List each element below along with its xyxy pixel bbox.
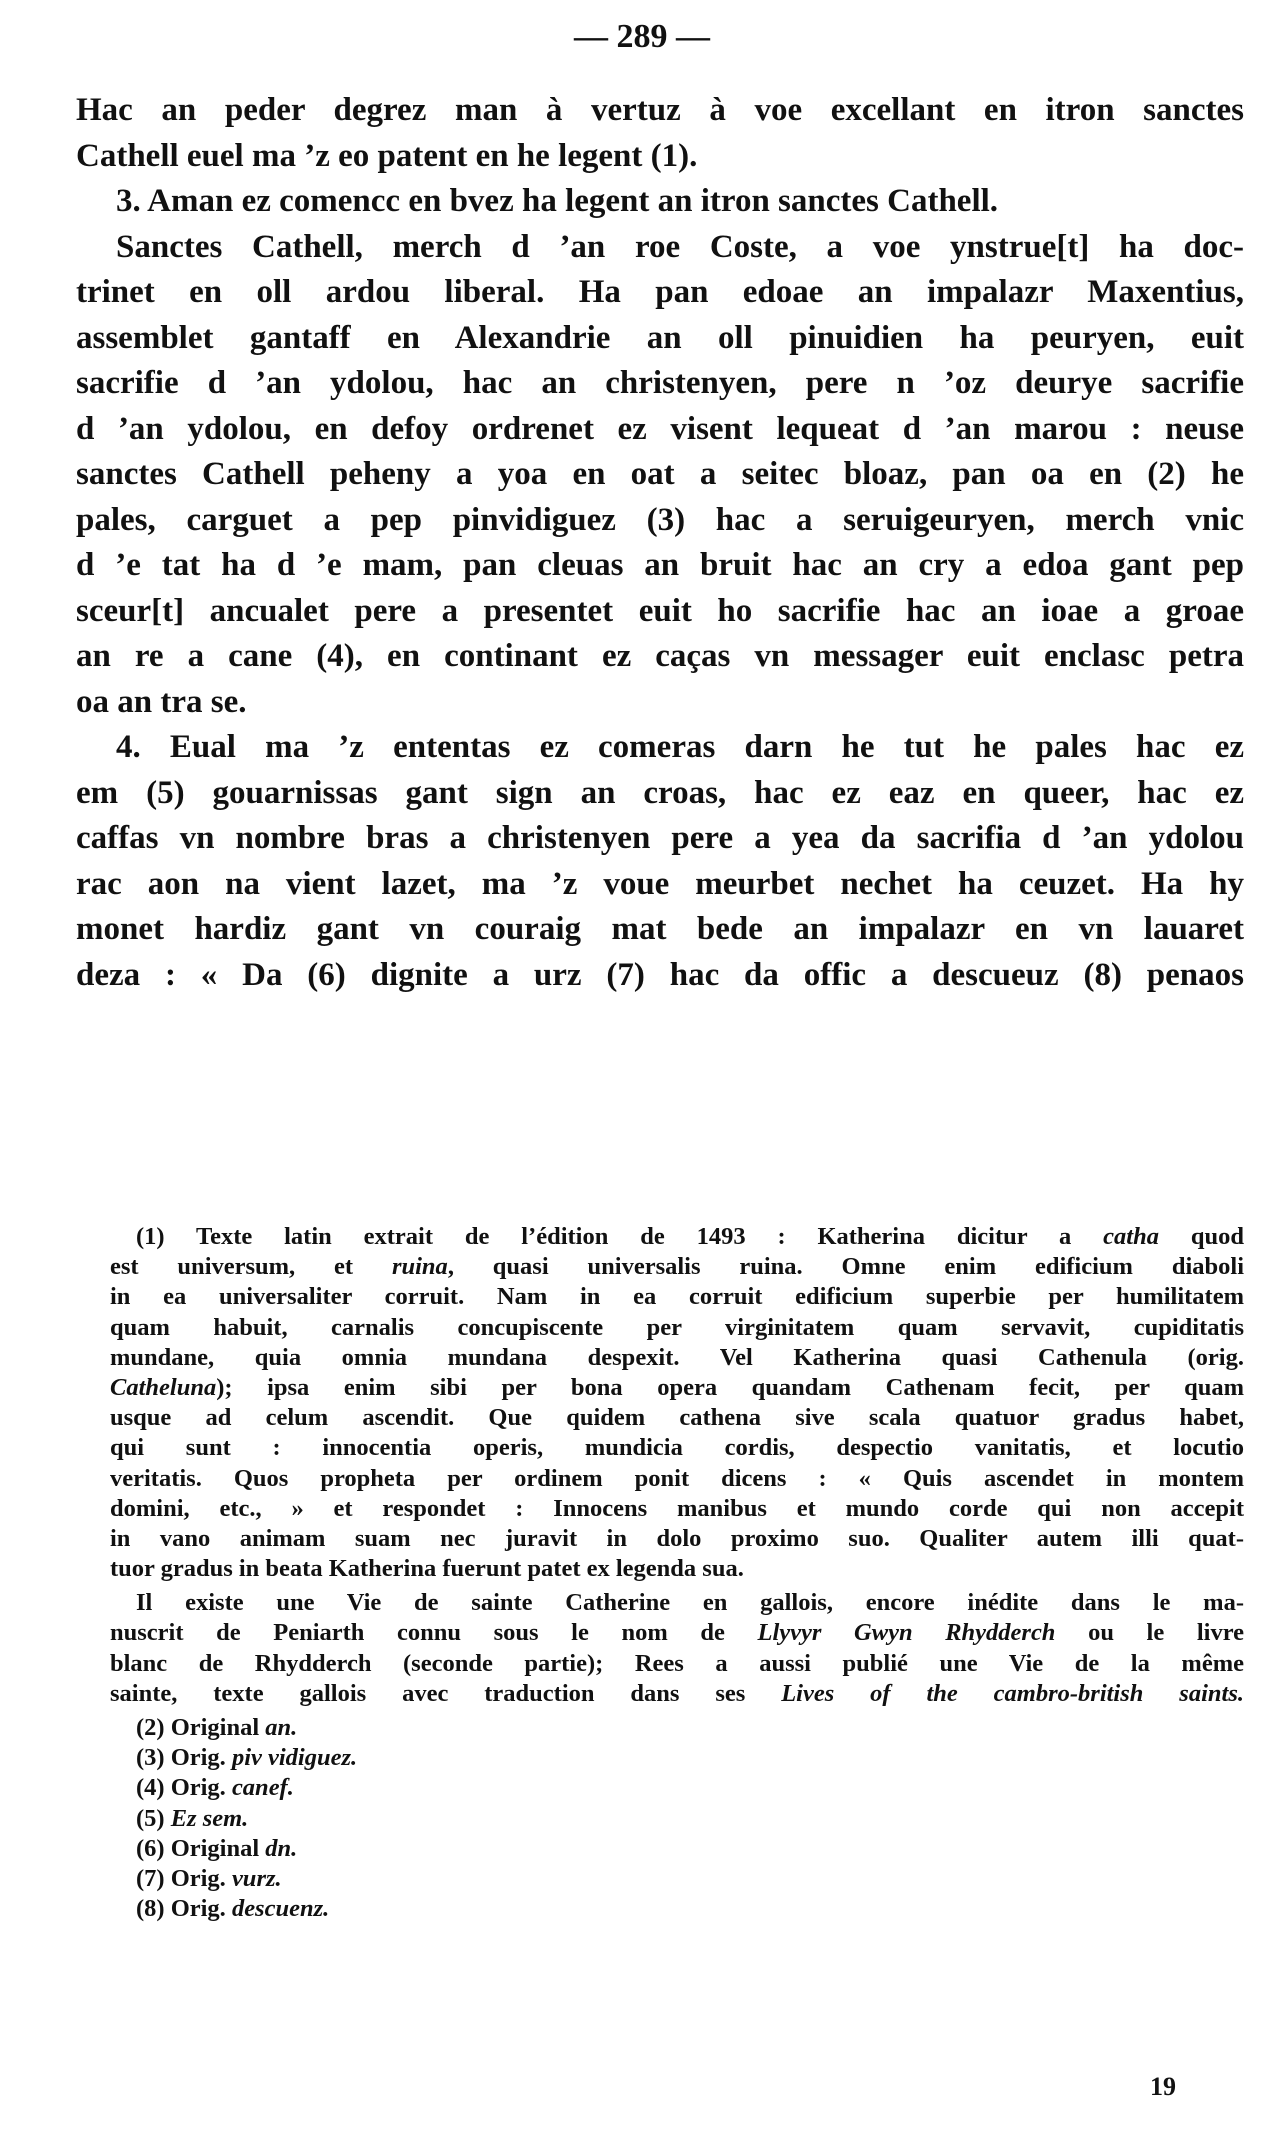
footnote-text: mundane, quia omnia mundana despexit. Vel Katherina quasi Cathenula (orig. [110, 1343, 1244, 1371]
footnote-text: est universum, et [110, 1253, 392, 1281]
footnote-text: in vano animam suam nec juravit in dolo proximo suo. Qualiter autem illi quat- [110, 1524, 1244, 1552]
text-line: 3. Aman ez comencc en bvez ha legent an itron sanctes Cathell. [116, 183, 999, 219]
footnote-line [110, 1524, 1244, 1554]
footnote-line [110, 1743, 1244, 1773]
footnote-text: ou le livre [1055, 1619, 1245, 1647]
footnote-italic-text: catha [1103, 1223, 1159, 1250]
text-line: rac aon na vient lazet, ma ’z voue meurbet nechet ha ceuzet. Ha hy [76, 865, 1244, 902]
footnote-text: , quasi universalis ruina. Omne enim edificium diaboli [447, 1253, 1244, 1281]
footnote-text: veritatis. Quos propheta per ordinem ponit dicens : « Quis ascendet in montem [110, 1464, 1244, 1492]
footnote-line [110, 1679, 1244, 1709]
footnote-line [110, 1649, 1244, 1679]
text-line: oa an tra se. [76, 683, 247, 720]
text-line: assemblet gantaff en Alexandrie an oll pinuidien ha peuryen, euit [76, 319, 1244, 356]
text-line: pales, carguet a pep pinvidiguez (3) hac a seruigeuryen, merch vnic [76, 501, 1244, 538]
footnote-text: Il existe une Vie de sainte Catherine en gallois, encore inédite dans le ma- [136, 1589, 1244, 1617]
footnote-italic-text: Llyvyr Gwyn Rhydderch [757, 1619, 1056, 1647]
main-text [76, 88, 1244, 998]
footnote-text: quod [1158, 1223, 1244, 1250]
footnote-italic-text: ruina [391, 1253, 448, 1281]
text-line: caffas vn nombre bras a christenyen pere a yea da sacrifia d ’an ydolou [76, 820, 1244, 856]
footnote-italic-text: descuenz. [231, 1895, 330, 1923]
footnote-line [110, 1864, 1244, 1894]
footnote-line [110, 1618, 1244, 1648]
footnote-text: (8) Orig. [136, 1895, 232, 1923]
text-line: monet hardiz gant vn couraig mat bede an impalazr en vn lauaret [76, 911, 1244, 947]
footnote-line [110, 1464, 1244, 1494]
footnote-line [110, 1313, 1244, 1343]
footnote-italic-text: piv vidiguez. [231, 1744, 358, 1772]
footnote-line [110, 1373, 1244, 1403]
footnotes [110, 1222, 1244, 1924]
footnote-italic-text: dn. [265, 1834, 298, 1862]
footnote-text: tuor gradus in beata Katherina fuerunt patet ex legenda sua. [110, 1555, 744, 1583]
text-line: sceur[t] ancualet pere a presentet euit ho sacrifie hac an ioae a groae [76, 592, 1244, 629]
text-line: an re a cane (4), en continant ez caças vn messager euit enclasc petra [76, 638, 1244, 674]
text-line: 4. Eual ma ’z ententas ez comeras darn he tut he pales hac ez [116, 729, 1244, 765]
text-line: deza : « Da (6) dignite a urz (7) hac da offic a descueuz (8) penaos [76, 956, 1244, 993]
footnote-text: (5) [136, 1804, 171, 1832]
footnote-italic-text: an. [265, 1714, 298, 1741]
footnote-italic-text: canef. [231, 1774, 294, 1802]
text-line: trinet en oll ardou liberal. Ha pan edoae an impalazr Maxentius, [76, 274, 1244, 310]
footnote-italic-text: vurz. [231, 1864, 282, 1892]
text-line: em (5) gouarnissas gant sign an croas, hac ez eaz en queer, hac ez [76, 774, 1244, 811]
text-line: Cathell euel ma ’z eo patent en he legent (1). [76, 137, 698, 174]
footnote-text: (7) Orig. [136, 1864, 232, 1892]
footnote-line [110, 1282, 1244, 1312]
footnote-line [110, 1834, 1244, 1864]
text-line: Sanctes Cathell, merch d ’an roe Coste, a voe ynstrue[t] ha doc- [116, 228, 1244, 265]
signature-mark: 19 [1150, 2072, 1176, 2101]
footnote-text: (4) Orig. [136, 1774, 232, 1802]
footnote-italic-text: Catheluna [110, 1373, 217, 1401]
footnote-text: (6) Original [136, 1834, 266, 1862]
footnote-italic-text: Lives of the cambro-british saints. [781, 1679, 1244, 1707]
footnote-line [110, 1804, 1244, 1834]
footnote-line [110, 1894, 1244, 1924]
text-line: d ’e tat ha d ’e mam, pan cleuas an bruit hac an cry a edoa gant pep [76, 547, 1244, 583]
footnote-text: ); ipsa enim sibi per bona opera quandam Cathenam fecit, per quam [216, 1373, 1244, 1401]
footnote-italic-text: Ez sem. [170, 1804, 249, 1832]
footnote-line [110, 1554, 1244, 1584]
footnote-text: qui sunt : innocentia operis, mundicia cordis, despectio vanitatis, et locutio [110, 1434, 1244, 1462]
footnote-text: nuscrit de Peniarth connu sous le nom de [110, 1619, 758, 1647]
footnote-line [110, 1773, 1244, 1803]
footnote-line [110, 1713, 1244, 1743]
footnote-line [110, 1343, 1244, 1373]
text-line: d ’an ydolou, en defoy ordrenet ez visent lequeat d ’an marou : neuse [76, 410, 1244, 447]
footnote-text: (1) Texte latin extrait de l’édition de 1493 : Katherina dicitur a [136, 1223, 1104, 1250]
footnote-text: (3) Orig. [136, 1744, 232, 1772]
text-line: Hac an peder degrez man à vertuz à voe excellant en itron sanctes [76, 92, 1244, 128]
footnote-line [110, 1588, 1244, 1618]
footnote-line [110, 1433, 1244, 1463]
footnote-line [110, 1494, 1244, 1524]
footnote-text: sainte, texte gallois avec traduction dans ses [110, 1679, 782, 1707]
footnote-text: (2) Original [136, 1714, 266, 1741]
footnote-text: usque ad celum ascendit. Que quidem cathena sive scala quatuor gradus habet, [110, 1404, 1244, 1432]
footnote-text: domini, etc., » et respondet : Innocens manibus et mundo corde qui non accepit [110, 1494, 1244, 1522]
footnote-line [110, 1403, 1244, 1433]
footnote-line [110, 1222, 1244, 1252]
footnote-text: in ea universaliter corruit. Nam in ea corruit edificium superbie per humilitatem [110, 1283, 1244, 1311]
footnote-text: blanc de Rhydderch (seconde partie); Rees a aussi publié une Vie de la même [110, 1649, 1244, 1677]
text-line: sanctes Cathell peheny a yoa en oat a seitec bloaz, pan oa en (2) he [76, 456, 1244, 492]
text-line: sacrifie d ’an ydolou, hac an christenyen, pere n ’oz deurye sacrifie [76, 365, 1244, 401]
running-header-page-number: — 289 — [574, 18, 710, 55]
footnote-text: quam habuit, carnalis concupiscente per virginitatem quam servavit, cupiditatis [110, 1313, 1244, 1341]
footnote-line [110, 1252, 1244, 1282]
